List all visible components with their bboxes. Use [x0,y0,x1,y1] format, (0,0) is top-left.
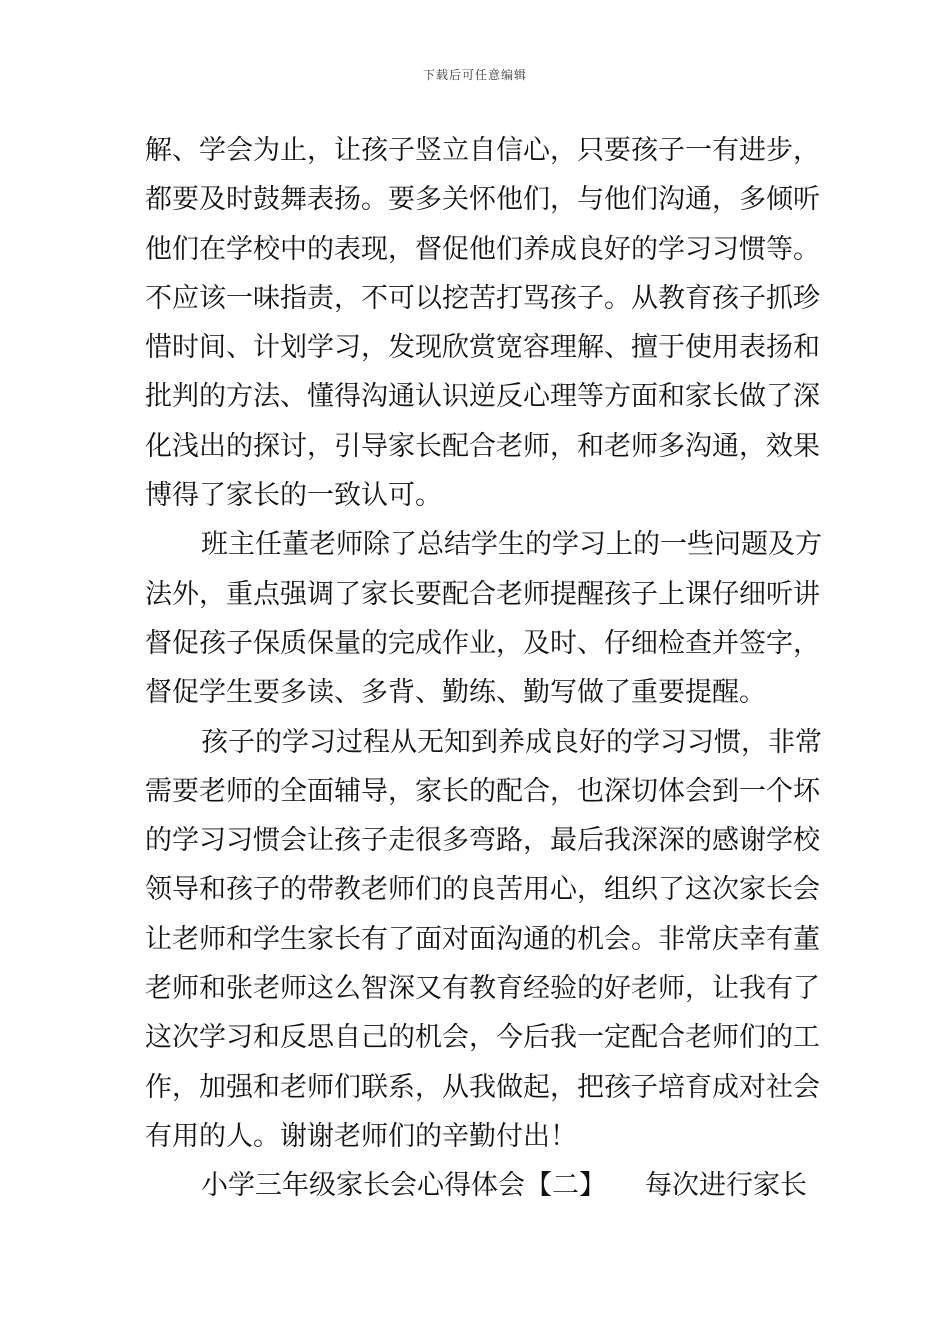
text-line: 的学习习惯会让孩子走很多弯路，最后我深深的感谢学校 [145,825,820,857]
text-line: 孩子的学习过程从无知到养成良好的学习习惯，非常 [201,726,822,758]
section-heading [145,1161,807,1210]
text-line: 班主任董老师除了总结学生的学习上的一些问题及方 [201,529,822,561]
text-line: 这次学习和反思自己的机会，今后我一定配合老师们的工 [145,1022,820,1054]
text-line: 有用的人。谢谢老师们的辛勤付出！ [145,1120,577,1152]
paragraph-1 [145,126,820,520]
text-line: 作，加强和老师们联系，从我做起，把孩子培育成对社会 [145,1071,820,1103]
text-line: 博得了家长的一致认可。 [145,480,442,512]
text-line: 让老师和学生家长有了面对面沟通的机会。非常庆幸有董 [145,923,820,955]
text-line: 化浅出的探讨，引导家长配合老师，和老师多沟通，效果 [145,430,820,462]
document-body [145,126,822,1211]
text-line: 老师和张老师这么智深又有教育经验的好老师，让我有了 [145,973,820,1005]
text-line: 不应该一味指责，不可以挖苦打骂孩子。从教育孩子抓珍 [145,282,820,314]
text-line: 督促学生要多读、多背、勤练、勤写做了重要提醒。 [145,677,766,709]
text-line: 督促孩子保质保量的完成作业，及时、仔细检查并签字， [145,627,820,659]
text-line: 需要老师的全面辅导，家长的配合，也深切体会到一个坏 [145,775,820,807]
text-line: 都要及时鼓舞表扬。要多关怀他们，与他们沟通，多倾听 [145,184,820,216]
page-header: 下载后可任意编辑 [422,68,527,82]
section-title: 小学三年级家长会心得体会【二】 [201,1170,606,1202]
paragraph-2 [145,520,822,717]
text-line: 批判的方法、懂得沟通认识逆反心理等方面和家长做了深 [145,381,820,413]
text-line: 他们在学校中的表现，督促他们养成良好的学习习惯等。 [145,233,820,265]
text-line: 惜时间、计划学习，发现欣赏宽容理解、擅于使用表扬和 [145,332,820,364]
text-line: 领导和孩子的带教老师们的良苦用心，组织了这次家长会 [145,874,820,906]
section-continuation: 每次进行家长 [645,1170,807,1202]
text-line: 法外，重点强调了家长要配合老师提醒孩子上课仔细听讲 [145,578,820,610]
text-line: 解、学会为止，让孩子竖立自信心，只要孩子一有进步， [145,135,820,166]
paragraph-3 [145,718,822,1162]
